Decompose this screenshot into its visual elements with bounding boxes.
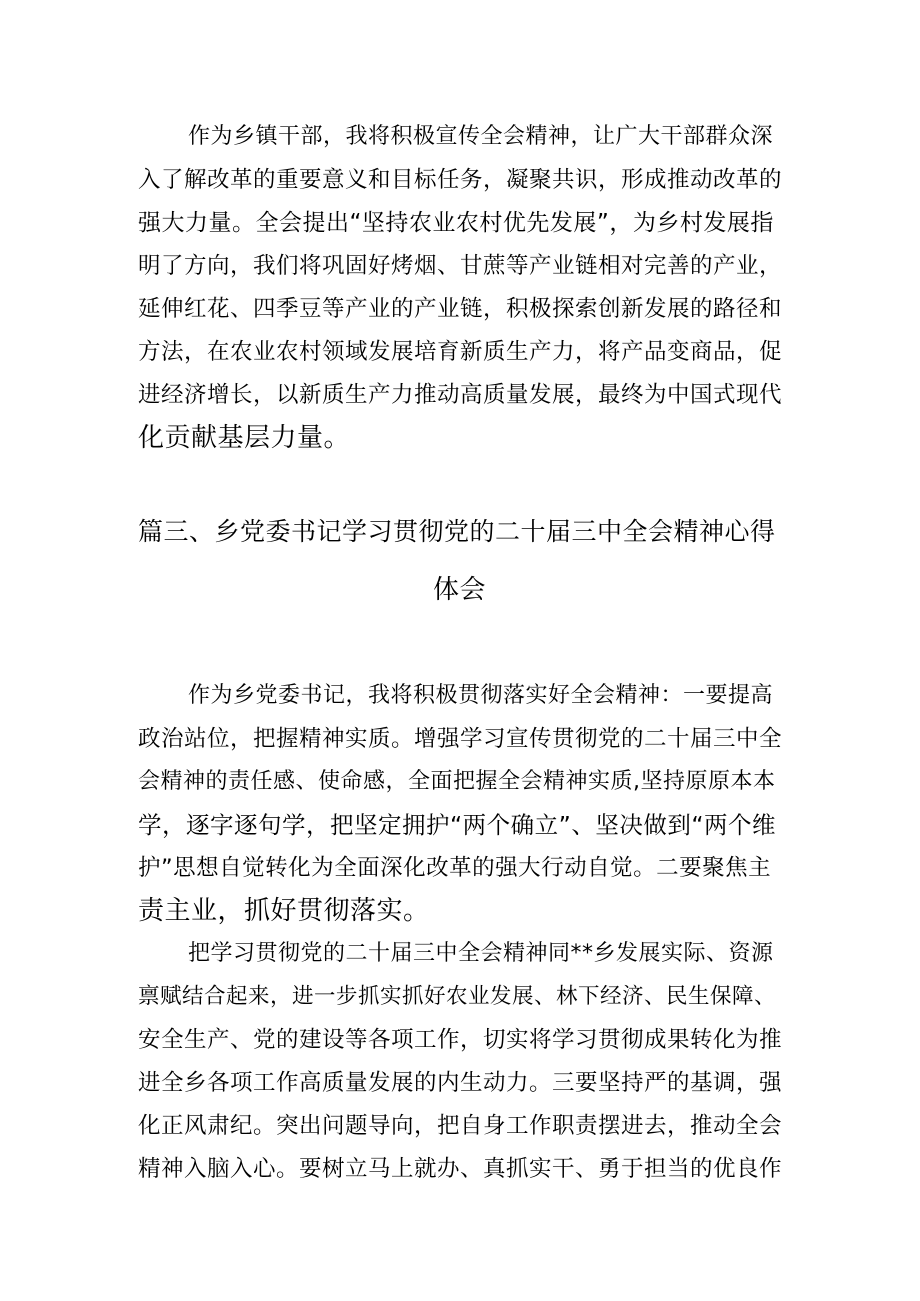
heading-line-2: 体会: [433, 575, 487, 605]
paragraph-1-line-4: 明了方向，我们将巩固好烤烟、甘蔗等产业链相对完善的产业，: [138, 253, 783, 279]
paragraph-3-line-3: 安全生产、党的建设等各项工作，切实将学习贯彻成果转化为推: [138, 1027, 783, 1053]
paragraph-2-line-5: 护”思想自觉转化为全面深化改革的强大行动自觉。二要聚焦主: [138, 855, 772, 881]
paragraph-2-line-2: 政治站位，把握精神实质。增强学习宣传贯彻党的二十届三中全: [138, 726, 783, 752]
paragraph-2-line-6: 责主业，抓好贯彻落实。: [138, 896, 430, 926]
paragraph-2-line-3: 会精神的责任感、使命感，全面把握全会精神实质,坚持原原本本: [138, 769, 776, 794]
paragraph-1-line-1: 作为乡镇干部，我将积极宣传全会精神，让广大干部群众深: [188, 124, 774, 149]
paragraph-1-line-5: 延伸红花、四季豆等产业的产业链，积极探索创新发展的路径和: [138, 296, 783, 322]
paragraph-3-line-6: 精神入脑入心。要树立马上就办、真抓实干、勇于担当的优良作: [138, 1156, 783, 1182]
paragraph-2-line-4: 学，逐字逐句学，把坚定拥护“两个确立”、坚决做到“两个维: [138, 811, 777, 839]
paragraph-1-line-7: 进经济增长，以新质生产力推动高质量发展，最终为中国式现代: [138, 382, 783, 408]
paragraph-3-line-5: 化正风肃纪。突出问题导向，把自身工作职责摆进去，推动全会: [138, 1113, 783, 1139]
paragraph-2-line-1: 作为乡党委书记，我将积极贯彻落实好全会精神：一要提高: [188, 683, 774, 708]
paragraph-1-line-3: 强大力量。全会提出“坚持农业农村优先发展”，为乡村发展指: [138, 210, 774, 236]
paragraph-3-line-2: 禀赋结合起来，进一步抓实抓好农业发展、林下经济、民生保障、: [138, 984, 777, 1009]
paragraph-3-line-4: 进全乡各项工作高质量发展的内生动力。三要坚持严的基调，强: [138, 1070, 783, 1096]
paragraph-3-line-1: 把学习贯彻党的二十届三中全会精神同**乡发展实际、资源: [188, 941, 774, 966]
heading-line-1: 篇三、乡党委书记学习贯彻党的二十届三中全会精神心得: [138, 517, 776, 546]
paragraph-1-line-8: 化贡献基层力量。: [138, 423, 351, 453]
paragraph-1-line-2: 入了解改革的重要意义和目标任务，凝聚共识，形成推动改革的: [138, 167, 783, 193]
paragraph-1-line-6: 方法，在农业农村领域发展培育新质生产力，将产品变商品，促: [138, 339, 783, 365]
